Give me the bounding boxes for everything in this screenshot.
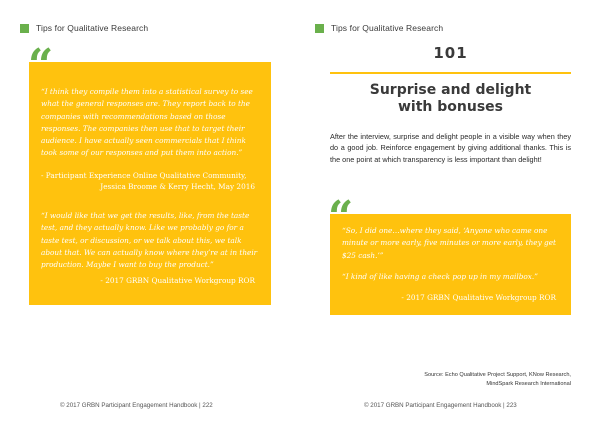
source-line1: Source: Echo Qualitative Project Support, KNow Research,: [424, 372, 571, 378]
left-quote-2: “I would like that we get the results, like, from the taste test, and they actually know. Like we probably go for a taste test, or discussion, or we talk about this, we talk about that. We can actually know where they’re at in their production. Maybe I want to buy the product.”: [41, 211, 258, 270]
green-square-icon: [315, 24, 324, 33]
tip-heading-line1: Surprise and delight: [369, 82, 532, 98]
tip-number: 101: [433, 44, 468, 62]
right-header-title: Tips for Qualitative Research: [331, 23, 444, 33]
tip-heading: [330, 82, 571, 116]
left-footer: © 2017 GRBN Participant Engagement Handbook | 222: [60, 402, 213, 409]
right-attribution: - 2017 GRBN Qualitative Workgroup ROR: [401, 293, 556, 302]
right-quote-1: “So, I did one…where they said, ‘Anyone who came one minute or more early, five minutes or more early, they get $25 cash.’”: [342, 226, 556, 260]
quotation-mark-icon: “: [328, 192, 354, 243]
source-note: [371, 371, 571, 388]
source-line2: MindSpark Research International: [486, 380, 571, 387]
left-quote-1: “I think they compile them into a statistical survey to see what the general responses are. They report back to the companies with recommendations based on those responses. The companies then use that to target their audience. I have actually seen commercials that I think took some of our responses and put them into action.”: [41, 87, 253, 158]
left-header-title: Tips for Qualitative Research: [36, 23, 149, 33]
right-page-header: [315, 23, 443, 33]
left-attribution-1-line2: Jessica Broome & Kerry Hecht, May 2016: [100, 182, 255, 191]
left-attribution-2: - 2017 GRBN Qualitative Workgroup ROR: [100, 276, 255, 285]
left-attribution-1-line1: - Participant Experience Online Qualitative Community,: [41, 171, 247, 180]
right-quote-2: “I kind of like having a check pop up in my mailbox.”: [342, 272, 538, 281]
tip-body: After the interview, surprise and delight people in a visible way when they do a good job. Reinforce engagement by giving additional thanks. This is the one point at which transparency is less important than delight!: [330, 132, 571, 164]
quotation-mark-icon: “: [28, 40, 54, 91]
right-footer: © 2017 GRBN Participant Engagement Handbook | 223: [364, 402, 517, 409]
tip-heading-line2: with bonuses: [398, 99, 503, 115]
left-page-header: [20, 23, 148, 33]
green-square-icon: [20, 24, 29, 33]
yellow-divider: [330, 72, 571, 74]
